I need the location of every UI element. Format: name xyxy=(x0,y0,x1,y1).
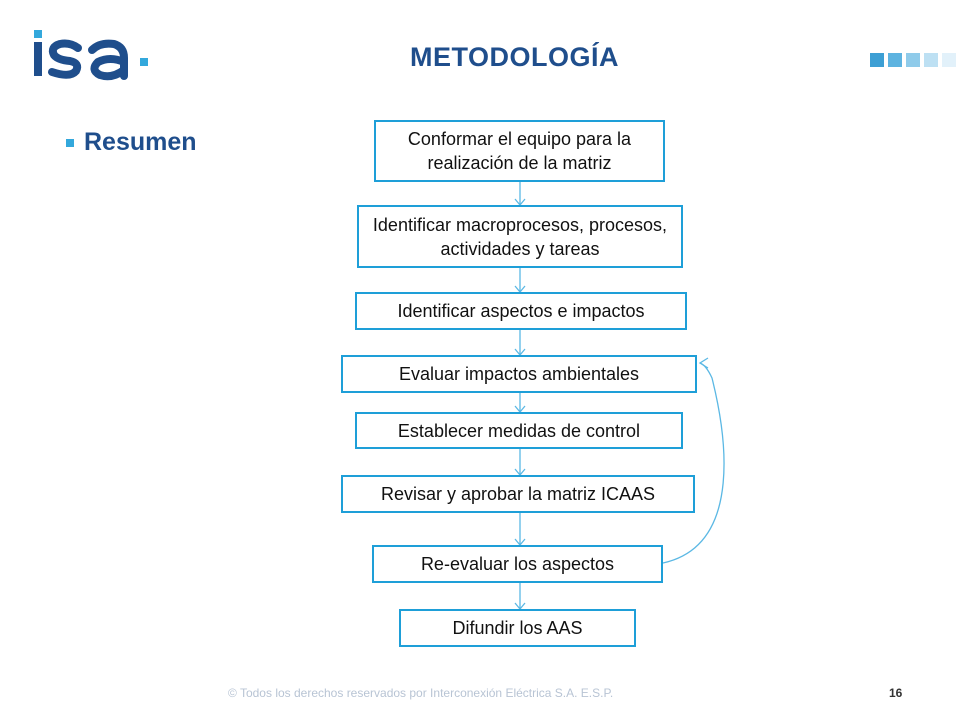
loop-connector xyxy=(663,363,724,563)
page-number: 16 xyxy=(889,686,903,700)
flow-step-identificar-aspectos: Identificar aspectos e impactos xyxy=(355,292,687,330)
flow-step-establecer-medidas: Establecer medidas de control xyxy=(355,412,683,449)
footer-copyright: © Todos los derechos reservados por Interconexión Eléctrica S.A. E.S.P. xyxy=(228,686,614,700)
flow-step-conformar-equipo: Conformar el equipo para la realización de la matriz xyxy=(374,120,665,182)
section-heading: Resumen xyxy=(84,128,197,156)
flow-step-evaluar-impactos: Evaluar impactos ambientales xyxy=(341,355,697,393)
flow-step-reevaluar-aspectos: Re-evaluar los aspectos xyxy=(372,545,663,583)
page-title: METODOLOGÍA xyxy=(410,42,620,72)
arrowhead-icon xyxy=(700,358,708,368)
flow-step-identificar-macroprocesos: Identificar macroprocesos, procesos, actividades y tareas xyxy=(357,205,683,268)
flow-step-revisar-aprobar: Revisar y aprobar la matriz ICAAS xyxy=(341,475,695,513)
flow-step-difundir-aas: Difundir los AAS xyxy=(399,609,636,647)
